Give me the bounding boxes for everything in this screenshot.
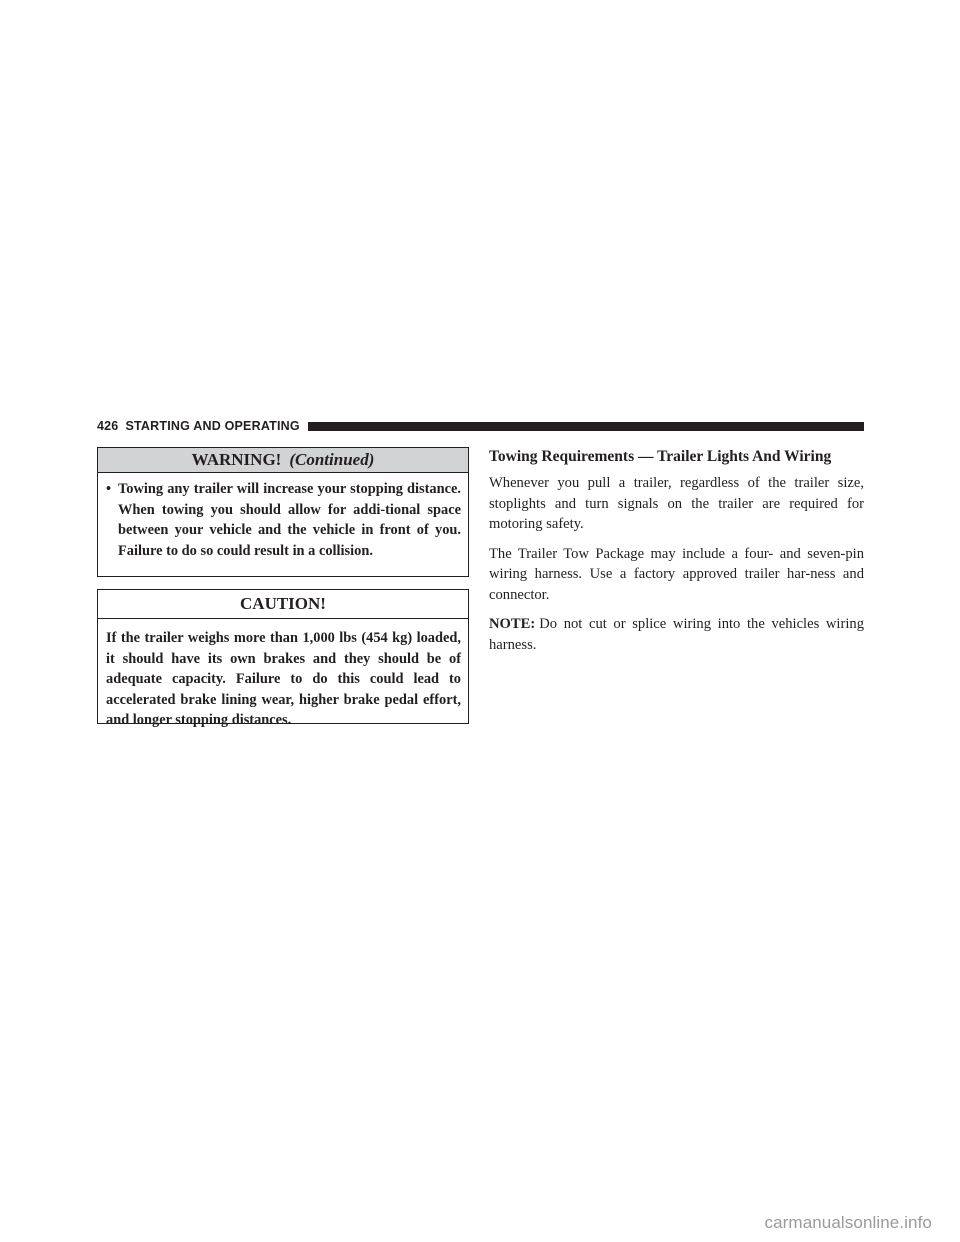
right-column — [489, 447, 864, 664]
note-text: Do not cut or splice wiring into the vehicles wiring harness. — [489, 616, 864, 653]
running-header — [97, 419, 864, 433]
warning-heading — [98, 448, 468, 473]
warning-bullet-text: Towing any trailer will increase your stopping distance. When towing you should allow for addi-tional space between your vehicle and the vehicle in front of you. Failure to do so could result in a collision. — [118, 481, 461, 559]
note-paragraph — [489, 614, 864, 655]
caution-box — [97, 589, 469, 728]
bullet-icon: • — [106, 481, 112, 497]
paragraph-lights: Whenever you pull a trailer, regardless of the trailer size, stoplights and turn signals on the trailer are required for motoring safety. — [489, 475, 864, 532]
paragraph-tow-package: The Trailer Tow Package may include a four- and seven-pin wiring harness. Use a factory approved trailer har-ness and connector. — [489, 545, 864, 603]
warning-title: WARNING! — [191, 450, 282, 469]
warning-bullet-item — [98, 473, 468, 561]
section-title: STARTING AND OPERATING — [125, 419, 300, 433]
site-watermark: carmanualsonline.info — [764, 1213, 932, 1232]
page-number: 426 — [97, 419, 119, 433]
caution-heading: CAUTION! — [98, 590, 468, 619]
towing-subheading: Towing Requirements — Trailer Lights And Wiring — [489, 448, 832, 465]
header-rule — [308, 422, 864, 431]
warning-box — [97, 447, 469, 577]
note-label: NOTE: — [489, 616, 536, 632]
caution-text: If the trailer weighs more than 1,000 lbs (454 kg) loaded, it should have its own brakes and they should be of adequate capacity. Failure to do this could lead to accelerated brake lining wear, higher brake pedal effort, and longer stopping distances. — [106, 630, 461, 728]
warning-continued: (Continued) — [289, 450, 375, 469]
